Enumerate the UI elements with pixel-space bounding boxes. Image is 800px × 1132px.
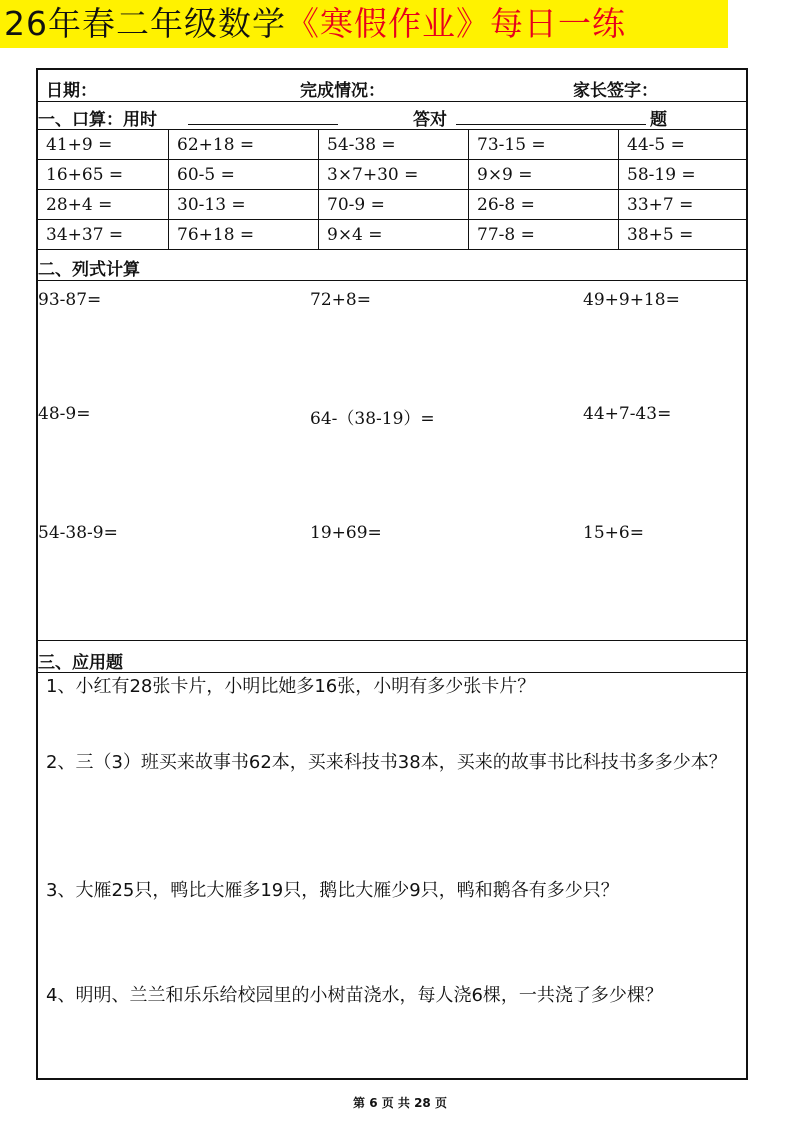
title-prefix: 26年春二年级数学 (4, 4, 286, 43)
worksheet-title (0, 0, 728, 48)
correct-label: 答对 (413, 110, 447, 130)
math-cell: 26-8 = (469, 190, 619, 220)
title-highlight: 《寒假作业》 (286, 4, 490, 43)
word-problem: 1、小红有28张卡片，小明比她多16张，小明有多少张卡片？ (46, 676, 536, 697)
math-cell: 30-13 = (169, 190, 319, 220)
calc-problem: 48-9= (38, 404, 91, 424)
questions-label: 题 (650, 110, 667, 130)
math-cell: 70-9 = (319, 190, 469, 220)
date-label: 日期： (46, 81, 97, 101)
math-cell: 9×9 = (469, 160, 619, 190)
calc-problem: 64-（38-19）= (310, 409, 435, 429)
header-row (38, 70, 746, 102)
section-1-header (38, 102, 746, 130)
section-2-title: 二、列式计算 (38, 260, 140, 280)
math-cell: 54-38 = (319, 130, 469, 160)
math-cell: 28+4 = (38, 190, 169, 220)
math-cell: 60-5 = (169, 160, 319, 190)
section-3-title: 三、应用题 (38, 653, 123, 673)
section-1-title: 一、口算：用时 (38, 110, 157, 130)
time-blank[interactable] (188, 124, 338, 125)
correct-count-blank[interactable] (456, 124, 646, 125)
calc-problem: 54-38-9= (38, 523, 118, 543)
word-problem: 3、大雁25只，鸭比大雁多19只，鹅比大雁少9只，鸭和鹅各有多少只？ (46, 880, 619, 901)
word-problem: 2、三（3）班买来故事书62本，买来科技书38本，买来的故事书比科技书多多少本？ (46, 752, 727, 773)
math-cell: 73-15 = (469, 130, 619, 160)
math-cell: 62+18 = (169, 130, 319, 160)
math-cell: 77-8 = (469, 220, 619, 250)
word-problem: 4、明明、兰兰和乐乐给校园里的小树苗浇水，每人浇6棵，一共浇了多少棵？ (46, 985, 663, 1006)
calc-problem: 15+6= (583, 523, 644, 543)
calc-problem: 19+69= (310, 523, 382, 543)
calc-problem: 44+7-43= (583, 404, 672, 424)
status-label: 完成情况： (300, 81, 385, 101)
page-footer: 第 6 页 共 28 页 (353, 1096, 447, 1110)
math-cell: 34+37 = (38, 220, 169, 250)
calc-problem: 72+8= (310, 290, 371, 310)
title-suffix: 每日一练 (490, 4, 626, 43)
math-cell: 76+18 = (169, 220, 319, 250)
math-cell: 33+7 = (619, 190, 746, 220)
calc-problem: 49+9+18= (583, 290, 680, 310)
signature-label: 家长签字： (573, 81, 658, 101)
math-cell: 9×4 = (319, 220, 469, 250)
math-cell: 41+9 = (38, 130, 169, 160)
mental-math-grid (38, 130, 746, 250)
math-cell: 38+5 = (619, 220, 746, 250)
calc-problem: 93-87= (38, 290, 102, 310)
math-cell: 3×7+30 = (319, 160, 469, 190)
worksheet (36, 68, 748, 1080)
math-cell: 16+65 = (38, 160, 169, 190)
math-cell: 58-19 = (619, 160, 746, 190)
math-cell: 44-5 = (619, 130, 746, 160)
